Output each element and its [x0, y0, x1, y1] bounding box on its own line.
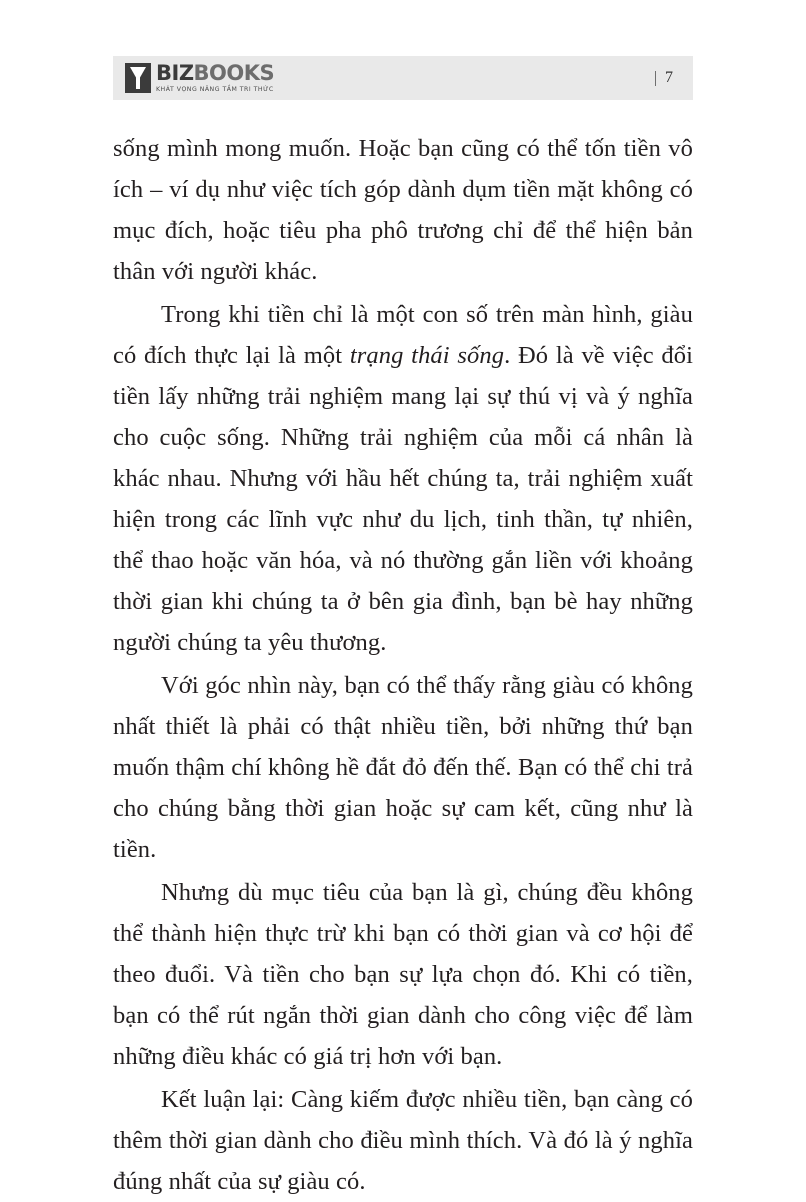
paragraph-text: Trong khi tiền chỉ là một con số trên màn hình, giàu có đích thực lại là một [113, 301, 693, 369]
publisher-logo [113, 56, 274, 100]
paragraph-text: sống mình mong muốn. Hoặc bạn cũng có thể tốn tiền vô ích – ví dụ như việc tích góp dành dụm tiền mặt không có mục đích, hoặc tiêu pha phô trương chỉ để thể hiện bản thân với người khác. [113, 135, 693, 285]
body-paragraph [113, 872, 693, 1077]
paragraph-text: Kết luận lại: Càng kiếm được nhiều tiền, bạn càng có thêm thời gian dành cho điều mình thích. Và đó là ý nghĩa đúng nhất của sự giàu có. [113, 1086, 693, 1195]
bizbooks-mark-icon [125, 63, 151, 93]
folio [655, 69, 693, 87]
body-paragraph [113, 128, 693, 292]
page-header [113, 56, 693, 100]
publisher-tagline: KHÁT VỌNG NÂNG TẦM TRI THỨC [156, 85, 274, 93]
folio-divider [655, 71, 656, 86]
body-paragraph [113, 294, 693, 663]
body-paragraph [113, 1079, 693, 1202]
paragraph-text: Với góc nhìn này, bạn có thể thấy rằng giàu có không nhất thiết là phải có thật nhiều tiền, bởi những thứ bạn muốn thậm chí không hề đắt đỏ đến thế. Bạn có thể chi trả cho chúng bằng thời gian hoặc sự cam kết, cũng như là tiền. [113, 672, 693, 863]
publisher-name-block [156, 60, 275, 93]
publisher-name-light: BOOKS [193, 60, 275, 85]
page-number: 7 [665, 69, 673, 86]
emphasis-text: trạng thái sống [349, 342, 505, 369]
publisher-name-bold: BIZ [156, 60, 194, 85]
body-paragraph [113, 665, 693, 870]
page-body [113, 128, 693, 1202]
paragraph-text: . Đó là về việc đổi tiền lấy những trải nghiệm mang lại sự thú vị và ý nghĩa cho cuộc sống. Những trải nghiệm của mỗi cá nhân là khác nhau. Nhưng với hầu hết chúng ta, trải nghiệm xuất hiện trong các lĩnh vực như du lịch, tinh thần, tự nhiên, thể thao hoặc văn hóa, và nó thường gắn liền với khoảng thời gian khi chúng ta ở bên gia đình, bạn bè hay những người chúng ta yêu thương. [113, 342, 694, 656]
paragraph-text: Nhưng dù mục tiêu của bạn là gì, chúng đều không thể thành hiện thực trừ khi bạn có thời gian và cơ hội để theo đuổi. Và tiền cho bạn sự lựa chọn đó. Khi có tiền, bạn có thể rút ngắn thời gian dành cho công việc để làm những điều khác có giá trị hơn với bạn. [113, 879, 693, 1070]
publisher-name [156, 60, 275, 85]
